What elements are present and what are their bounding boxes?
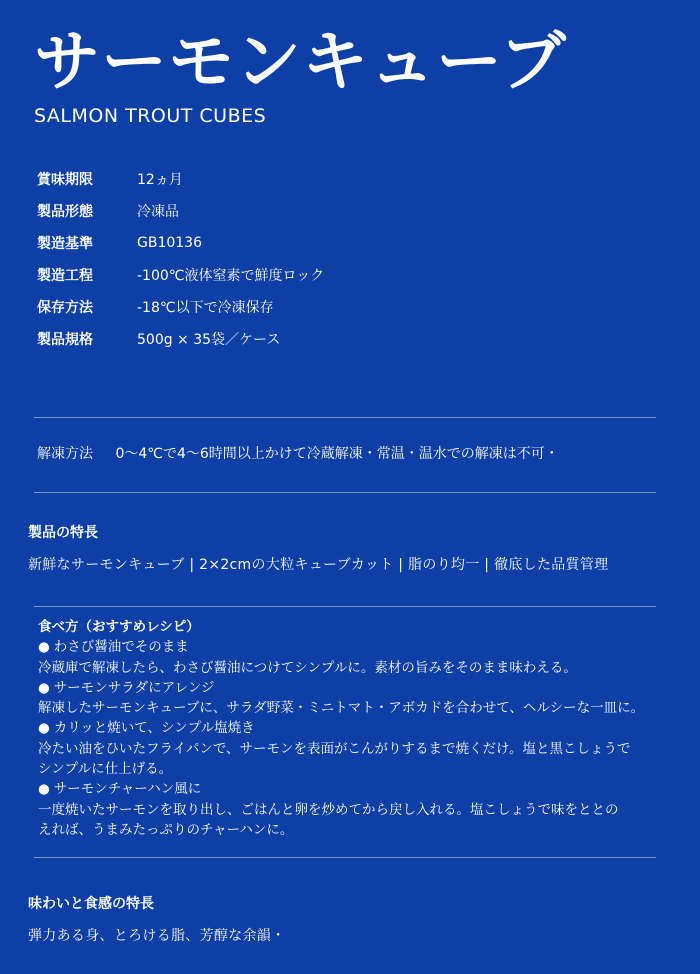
spec-value: -18℃以下で冷凍保存	[137, 300, 274, 316]
features-text: 新鮮なサーモンキューブ | 2×2cmの大粒キューブカット | 脂のり均一 | 徹底した品質管理	[28, 557, 609, 573]
recipe-name: ● わさび醤油でそのまま	[38, 639, 189, 656]
divider	[34, 606, 656, 607]
features-heading: 製品の特長	[28, 525, 98, 541]
recipe-text: 冷蔵庫で解凍したら、わさび醤油につけてシンプルに。素材の旨みをそのまま味わえる。	[38, 659, 577, 676]
bullet-icon: ●	[38, 781, 50, 798]
spec-row-shelf-life	[37, 163, 324, 195]
recipe-name: ● サーモンチャーハン風に	[38, 781, 202, 798]
spec-row-standard	[37, 227, 324, 259]
thaw-text: 0～4℃で4～6時間以上かけて冷蔵解凍・常温・温水での解凍は不可・	[115, 446, 559, 462]
page-subtitle: SALMON TROUT CUBES	[34, 105, 267, 127]
spec-label: 賞味期限	[37, 172, 93, 188]
recipe-name: ● カリッと焼いて、シンプル塩焼き	[38, 720, 255, 737]
recipe-text: 解凍したサーモンキューブに、サラダ野菜・ミニトマト・アボカドを合わせて、ヘルシーな一皿に。	[38, 700, 645, 717]
recipe-text: 冷たい油をひいたフライパンで、サーモンを表面がこんがりするまで焼くだけ。塩と黒こしょうで	[38, 740, 631, 757]
recipe-text: シンプルに仕上げる。	[38, 761, 173, 778]
divider	[34, 857, 656, 858]
spec-row-process	[37, 259, 324, 291]
spec-value: 500g × 35袋／ケース	[137, 332, 281, 348]
thaw-method	[37, 443, 559, 463]
recipe-text: えれば、うまみたっぷりのチャーハンに。	[38, 821, 294, 838]
bullet-icon: ●	[38, 679, 50, 696]
bullet-icon: ●	[38, 720, 50, 737]
usage-title: 食べ方（おすすめレシピ）	[38, 619, 200, 635]
spec-label: 製品規格	[37, 332, 93, 348]
spec-label: 製品形態	[37, 204, 93, 220]
spec-row-package	[37, 323, 324, 355]
spec-value: -100℃液体窒素で鮮度ロック	[137, 268, 325, 284]
spec-table	[37, 163, 324, 355]
taste-heading: 味わいと食感の特長	[28, 896, 154, 912]
spec-row-form	[37, 195, 324, 227]
spec-row-storage	[37, 291, 324, 323]
spec-label: 製造工程	[37, 268, 93, 284]
taste-text: 弾力ある身、とろける脂、芳醇な余韻・	[28, 928, 286, 944]
divider	[34, 417, 656, 418]
recipe-text: 一度焼いたサーモンを取り出し、ごはんと卵を炒めてから戻し入れる。塩こしょうで味をととの	[38, 801, 619, 818]
bullet-icon: ●	[38, 639, 50, 656]
spec-value: 冷凍品	[137, 204, 179, 220]
recipe-name: ● サーモンサラダにアレンジ	[38, 679, 215, 696]
page-title: サーモンキューブ	[34, 23, 567, 100]
thaw-label: 解凍方法	[37, 446, 93, 462]
spec-value: 12ヵ月	[137, 172, 183, 188]
divider	[34, 492, 656, 493]
usage-section	[38, 617, 644, 840]
spec-label: 保存方法	[37, 300, 93, 316]
spec-label: 製造基準	[37, 236, 93, 252]
spec-value: GB10136	[137, 235, 202, 251]
